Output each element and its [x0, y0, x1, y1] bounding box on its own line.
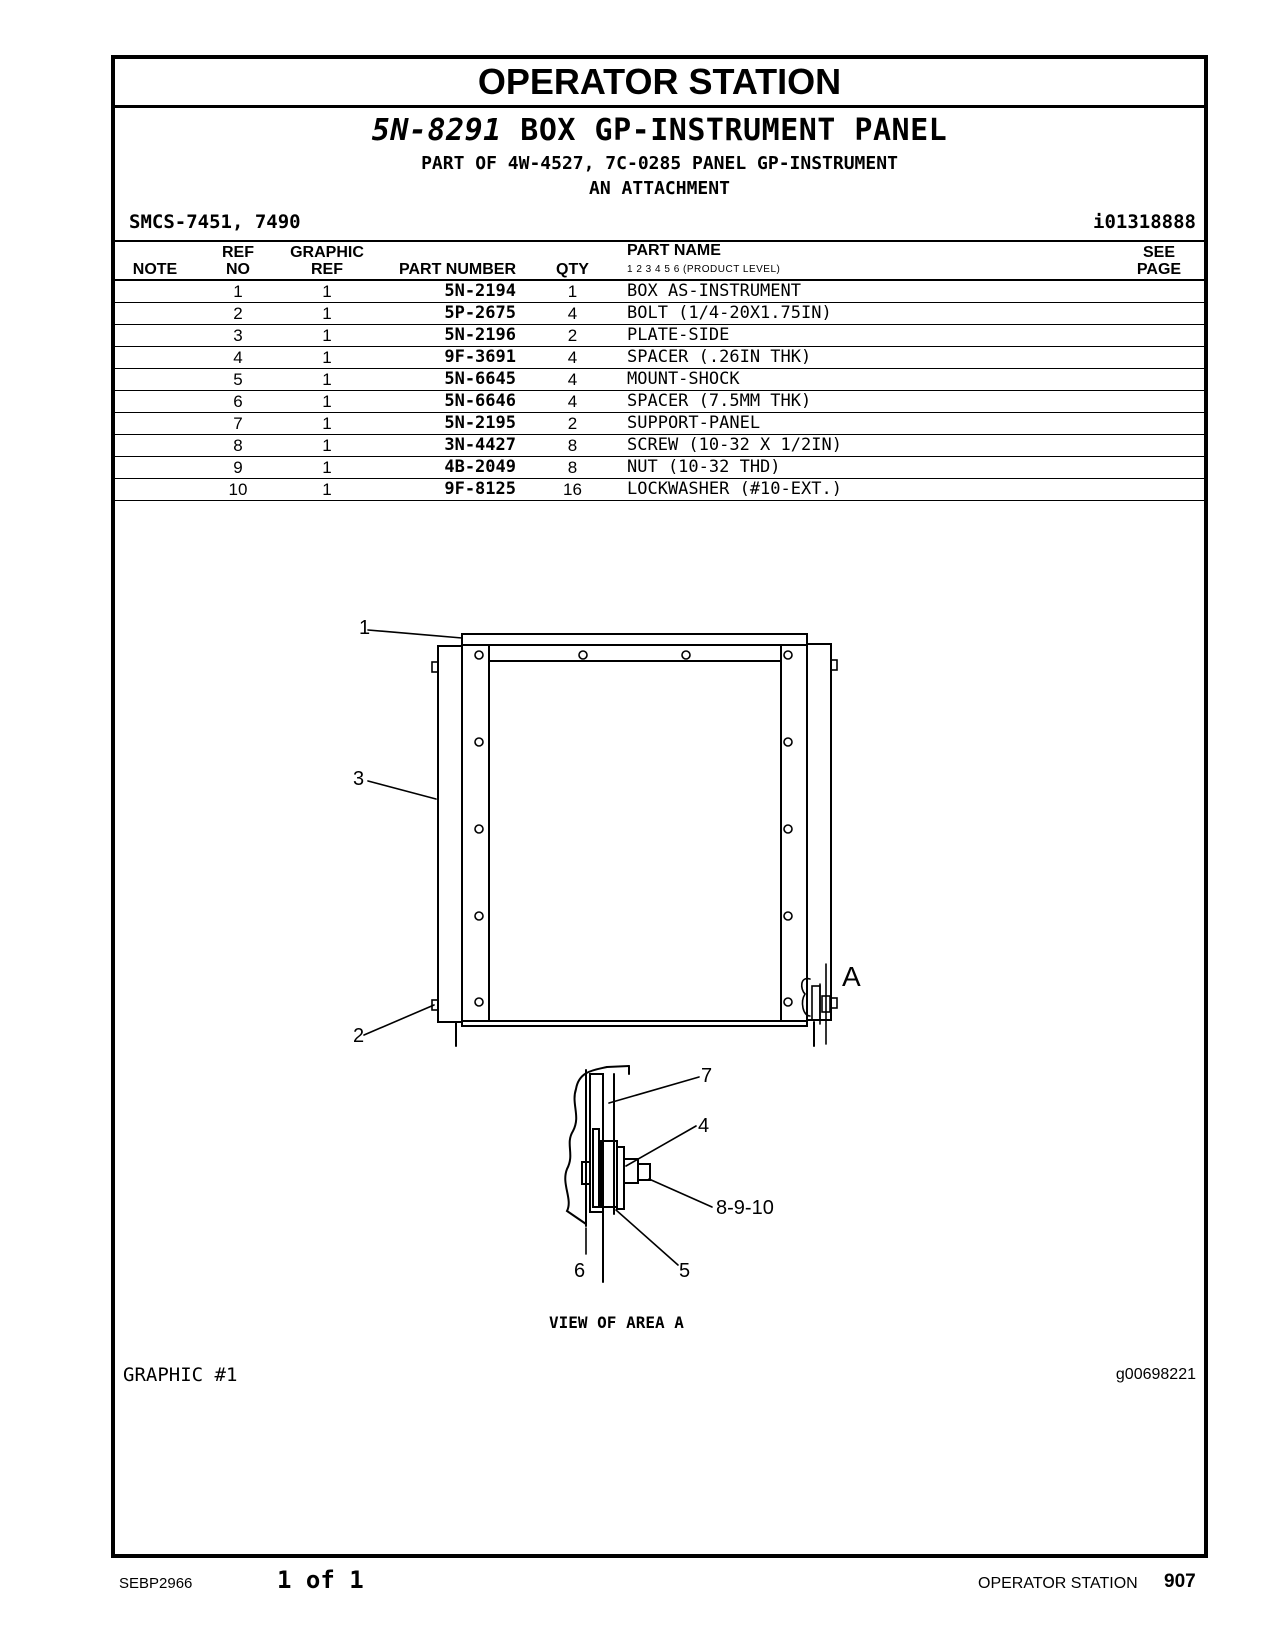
footer-page-number: 907: [1164, 1571, 1196, 1592]
footer-doc-id: SEBP2966: [119, 1575, 193, 1592]
header-see-top: SEE: [1142, 244, 1175, 261]
part-name-cell: SUPPORT-PANEL: [621, 413, 1114, 435]
callout-area-a: A: [842, 961, 861, 992]
ref-no-cell: 5: [195, 369, 281, 391]
callout-3: 3: [353, 768, 365, 790]
area-a-mount-detail: [802, 964, 830, 1044]
graphic-ref-cell: 1: [281, 435, 373, 457]
instrument-box-outline: [438, 634, 831, 1046]
header-graphic-top: GRAPHIC: [290, 244, 364, 261]
group-part-name: BOX GP-INSTRUMENT PANEL: [520, 113, 948, 148]
part-of-line: PART OF 4W-4527, 7C-0285 PANEL GP-INSTRUMENT: [421, 153, 898, 174]
qty-cell: 4: [524, 303, 621, 325]
part-number-cell: 9F-3691: [373, 347, 524, 369]
exploded-view-drawing: [115, 59, 1204, 1554]
callout-2: 2: [353, 1025, 365, 1047]
view-label: VIEW OF AREA A: [549, 1313, 684, 1332]
ref-no-cell: 6: [195, 391, 281, 413]
callout-6: 6: [574, 1260, 586, 1282]
ref-no-cell: 4: [195, 347, 281, 369]
callout-labels: [353, 617, 861, 1332]
ref-no-cell: 10: [195, 479, 281, 501]
header-graphic-bottom: REF: [311, 261, 343, 278]
mounting-holes: [475, 651, 792, 1006]
part-number-cell: 5N-6645: [373, 369, 524, 391]
qty-cell: 8: [524, 457, 621, 479]
qty-cell: 4: [524, 347, 621, 369]
ref-no-cell: 2: [195, 303, 281, 325]
part-number-cell: 3N-4427: [373, 435, 524, 457]
callout-4: 4: [698, 1115, 710, 1137]
graphic-ref-cell: 1: [281, 325, 373, 347]
ref-no-cell: 1: [195, 280, 281, 303]
header-product-levels: 1 2 3 4 5 6 (PRODUCT LEVEL): [627, 264, 781, 275]
part-name-cell: SPACER (.26IN THK): [621, 347, 1114, 369]
qty-cell: 16: [524, 479, 621, 501]
illustration-id: i01318888: [1093, 211, 1196, 233]
part-number-cell: 5N-2196: [373, 325, 524, 347]
graphic-ref-cell: 1: [281, 413, 373, 435]
part-name-cell: NUT (10-32 THD): [621, 457, 1114, 479]
graphic-ref-cell: 1: [281, 479, 373, 501]
part-number-cell: 4B-2049: [373, 457, 524, 479]
part-name-cell: SPACER (7.5MM THK): [621, 391, 1114, 413]
part-number-cell: 9F-8125: [373, 479, 524, 501]
callout-1: 1: [359, 617, 371, 639]
graphic-ref-cell: 1: [281, 369, 373, 391]
part-name-cell: MOUNT-SHOCK: [621, 369, 1114, 391]
graphic-ref-cell: 1: [281, 457, 373, 479]
callout-7: 7: [701, 1065, 713, 1087]
qty-cell: 8: [524, 435, 621, 457]
graphic-id: g00698221: [1115, 1366, 1196, 1383]
qty-cell: 2: [524, 325, 621, 347]
header-see-bottom: PAGE: [1136, 261, 1182, 278]
footer-section: OPERATOR STATION: [978, 1575, 1138, 1592]
group-part-number: 5N-8291: [371, 113, 502, 148]
smcs-code: SMCS-7451, 7490: [129, 211, 301, 233]
callout-8-9-10: 8-9-10: [716, 1197, 774, 1219]
page-frame: [111, 55, 1208, 1558]
attachment-line: AN ATTACHMENT: [589, 178, 730, 199]
callout-5: 5: [679, 1260, 691, 1282]
section-title: OPERATOR STATION: [115, 59, 1204, 108]
qty-cell: 4: [524, 391, 621, 413]
qty-cell: 1: [524, 280, 621, 303]
part-number-cell: 5N-6646: [373, 391, 524, 413]
part-name-cell: LOCKWASHER (#10-EXT.): [621, 479, 1114, 501]
callout-leaders: [364, 630, 462, 1035]
part-name-cell: BOLT (1/4-20X1.75IN): [621, 303, 1114, 325]
ref-no-cell: 3: [195, 325, 281, 347]
header-ref-bottom: NO: [226, 261, 250, 278]
header-ref-top: REF: [222, 244, 254, 261]
part-name-cell: PLATE-SIDE: [621, 325, 1114, 347]
footer-page-count: 1 of 1: [277, 1566, 364, 1594]
ref-no-cell: 8: [195, 435, 281, 457]
graphic-ref-cell: 1: [281, 280, 373, 303]
detail-view-a: [565, 1066, 650, 1282]
ref-no-cell: 9: [195, 457, 281, 479]
qty-cell: 2: [524, 413, 621, 435]
bolt-heads: [432, 660, 837, 1010]
qty-cell: 4: [524, 369, 621, 391]
graphic-ref-cell: 1: [281, 303, 373, 325]
graphic-label: GRAPHIC #1: [123, 1364, 238, 1386]
part-number-cell: 5N-2194: [373, 280, 524, 303]
header-qty: QTY: [524, 241, 621, 280]
part-number-cell: 5P-2675: [373, 303, 524, 325]
header-part-number: PART NUMBER: [373, 241, 524, 280]
graphic-ref-cell: 1: [281, 347, 373, 369]
header-part-name-label: PART NAME: [627, 242, 721, 259]
graphic-ref-cell: 1: [281, 391, 373, 413]
header-note: NOTE: [115, 241, 195, 280]
part-name-cell: BOX AS-INSTRUMENT: [621, 280, 1114, 303]
part-number-cell: 5N-2195: [373, 413, 524, 435]
part-name-cell: SCREW (10-32 X 1/2IN): [621, 435, 1114, 457]
ref-no-cell: 7: [195, 413, 281, 435]
